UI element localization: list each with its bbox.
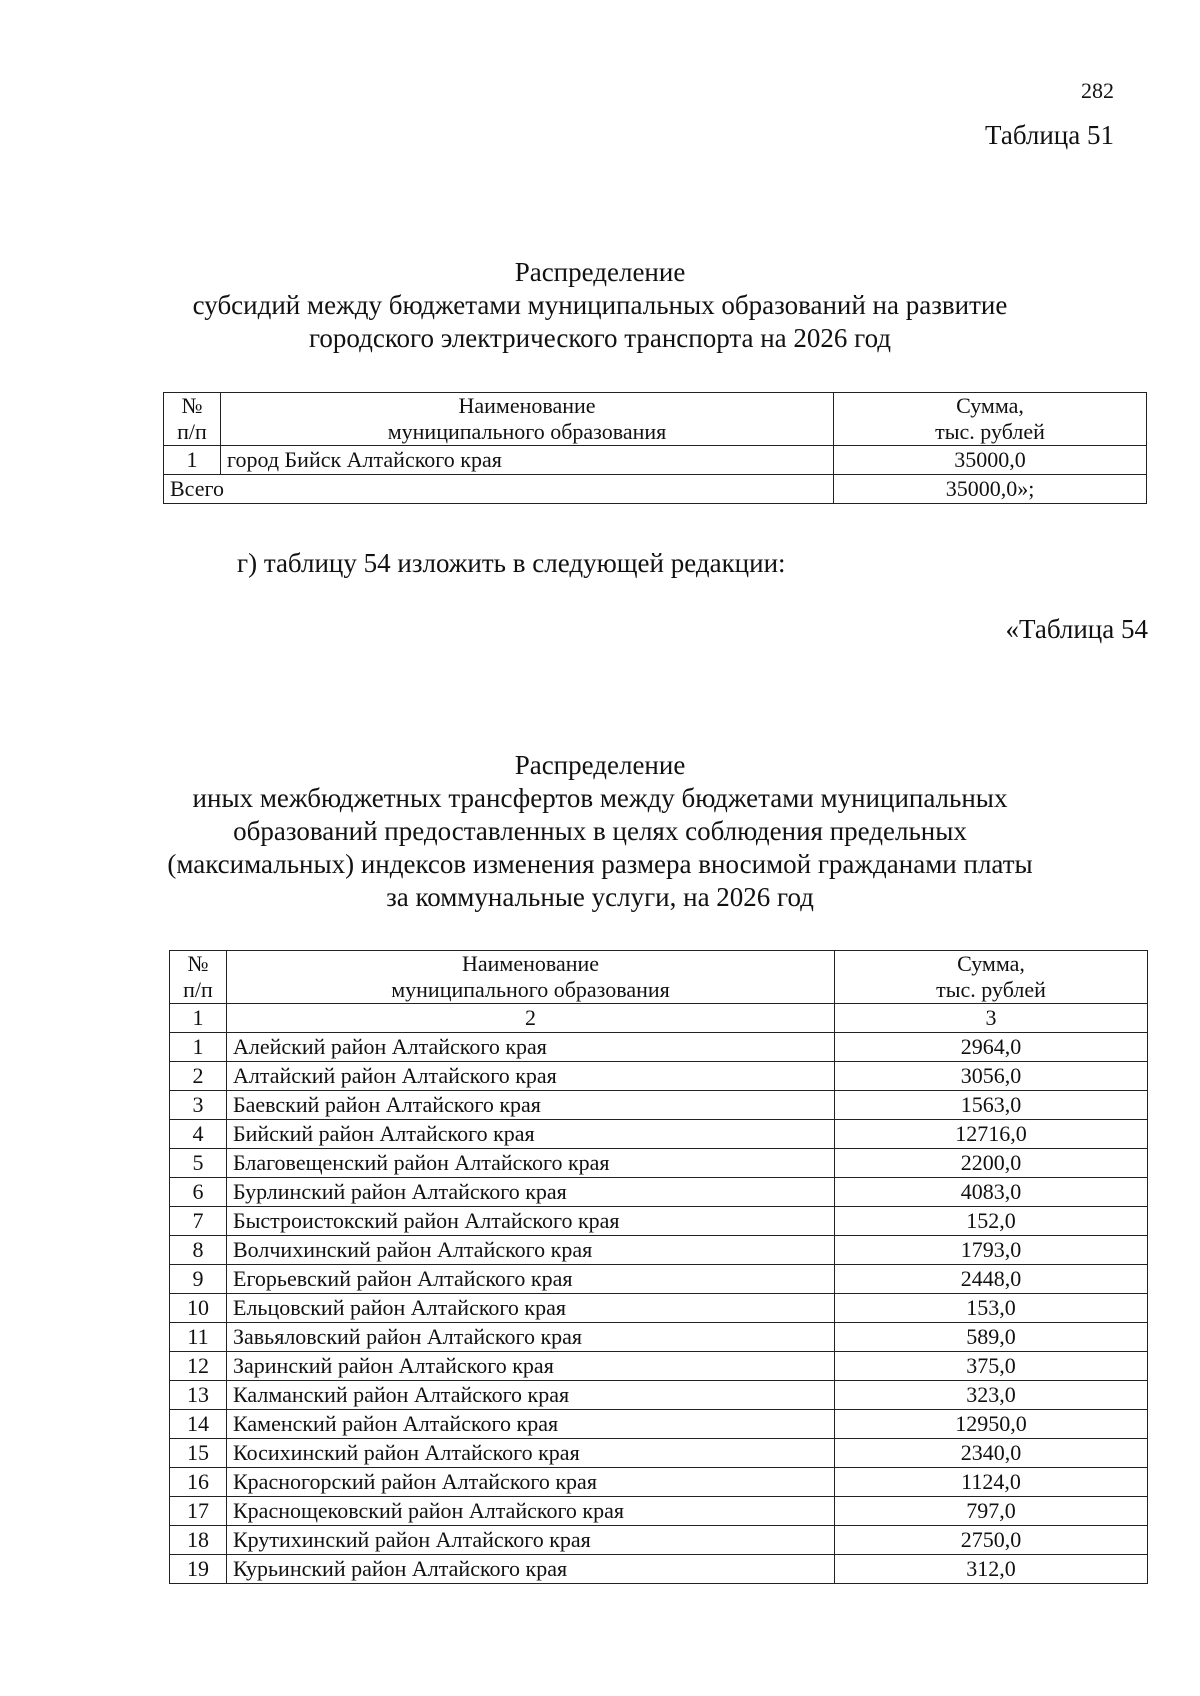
table-row — [170, 1265, 1148, 1294]
row-name: Быстроистокский район Алтайского края — [227, 1207, 835, 1236]
row-num: 6 — [170, 1178, 227, 1207]
table-header-row — [164, 393, 1147, 446]
header-sum: Сумма, тыс. рублей — [834, 393, 1147, 446]
table-51 — [163, 392, 1147, 504]
row-num: 19 — [170, 1555, 227, 1584]
row-name: Егорьевский район Алтайского края — [227, 1265, 835, 1294]
column-number: 2 — [227, 1004, 835, 1033]
row-name: Бурлинский район Алтайского края — [227, 1178, 835, 1207]
row-name: Краснощековский район Алтайского края — [227, 1497, 835, 1526]
row-sum: 2750,0 — [835, 1526, 1148, 1555]
title-line: Распределение — [514, 750, 686, 780]
table-row — [170, 1555, 1148, 1584]
table-row — [170, 1294, 1148, 1323]
row-sum: 375,0 — [835, 1352, 1148, 1381]
table-total-row — [164, 475, 1147, 504]
header-num: № п/п — [164, 393, 221, 446]
row-sum: 4083,0 — [835, 1178, 1148, 1207]
table-row — [170, 1439, 1148, 1468]
row-name: Заринский район Алтайского края — [227, 1352, 835, 1381]
row-num: 17 — [170, 1497, 227, 1526]
row-sum: 3056,0 — [835, 1062, 1148, 1091]
row-name: Курьинский район Алтайского края — [227, 1555, 835, 1584]
row-num: 12 — [170, 1352, 227, 1381]
row-num: 1 — [170, 1033, 227, 1062]
table-row — [170, 1149, 1148, 1178]
row-sum: 2340,0 — [835, 1439, 1148, 1468]
header-name: Наименование муниципального образования — [221, 393, 834, 446]
title-line: Распределение — [514, 257, 686, 287]
table-row — [170, 1497, 1148, 1526]
table-54-caption: «Таблица 54 — [1005, 614, 1148, 644]
row-sum: 12716,0 — [835, 1120, 1148, 1149]
title-line: за коммунальные услуги, на 2026 год — [386, 882, 814, 912]
page-number: 282 — [1081, 78, 1114, 103]
row-sum: 152,0 — [835, 1207, 1148, 1236]
row-name: Красногорский район Алтайского края — [227, 1468, 835, 1497]
row-sum: 2448,0 — [835, 1265, 1148, 1294]
row-num: 1 — [164, 446, 221, 475]
table-row — [170, 1062, 1148, 1091]
row-sum: 312,0 — [835, 1555, 1148, 1584]
column-number: 1 — [170, 1004, 227, 1033]
row-sum: 797,0 — [835, 1497, 1148, 1526]
row-num: 3 — [170, 1091, 227, 1120]
row-name: Косихинский район Алтайского края — [227, 1439, 835, 1468]
row-num: 7 — [170, 1207, 227, 1236]
row-sum: 589,0 — [835, 1323, 1148, 1352]
header-sum: Сумма, тыс. рублей — [835, 951, 1148, 1004]
row-num: 10 — [170, 1294, 227, 1323]
table-row — [170, 1526, 1148, 1555]
row-name: Благовещенский район Алтайского края — [227, 1149, 835, 1178]
row-num: 18 — [170, 1526, 227, 1555]
row-name: Алтайский район Алтайского края — [227, 1062, 835, 1091]
table-row — [170, 1033, 1148, 1062]
table-row — [170, 1352, 1148, 1381]
table-row — [170, 1120, 1148, 1149]
table-row — [170, 1381, 1148, 1410]
total-value: 35000,0»; — [834, 475, 1147, 504]
header-name: Наименование муниципального образования — [227, 951, 835, 1004]
title-line: иных межбюджетных трансфертов между бюджетами муниципальных — [192, 783, 1008, 813]
row-name: Волчихинский район Алтайского края — [227, 1236, 835, 1265]
row-sum: 12950,0 — [835, 1410, 1148, 1439]
table-row — [170, 1468, 1148, 1497]
table-row — [170, 1178, 1148, 1207]
row-sum: 2964,0 — [835, 1033, 1148, 1062]
table-row — [170, 1207, 1148, 1236]
title-line: городского электрического транспорта на 2026 год — [308, 323, 892, 353]
row-num: 11 — [170, 1323, 227, 1352]
row-num: 4 — [170, 1120, 227, 1149]
row-sum: 1793,0 — [835, 1236, 1148, 1265]
row-sum: 35000,0 — [834, 446, 1147, 475]
title-line: образований предоставленных в целях соблюдения предельных — [233, 816, 967, 846]
row-num: 13 — [170, 1381, 227, 1410]
table-51-caption: Таблица 51 — [985, 120, 1114, 150]
row-name: Ельцовский район Алтайского края — [227, 1294, 835, 1323]
title-line: (максимальных) индексов изменения размера вносимой гражданами платы — [167, 849, 1033, 879]
total-label: Всего — [164, 475, 834, 504]
row-name: Завьяловский район Алтайского края — [227, 1323, 835, 1352]
row-num: 5 — [170, 1149, 227, 1178]
table-row — [170, 1091, 1148, 1120]
row-name: Калманский район Алтайского края — [227, 1381, 835, 1410]
table-51-title — [0, 256, 1200, 355]
row-sum: 1124,0 — [835, 1468, 1148, 1497]
table-54-title — [0, 749, 1200, 914]
row-sum: 2200,0 — [835, 1149, 1148, 1178]
row-num: 9 — [170, 1265, 227, 1294]
row-num: 8 — [170, 1236, 227, 1265]
header-num: № п/п — [170, 951, 227, 1004]
table-row — [170, 1323, 1148, 1352]
table-54 — [169, 950, 1148, 1584]
row-name: Каменский район Алтайского края — [227, 1410, 835, 1439]
row-num: 16 — [170, 1468, 227, 1497]
column-number: 3 — [835, 1004, 1148, 1033]
table-header-row — [170, 951, 1148, 1004]
row-sum: 1563,0 — [835, 1091, 1148, 1120]
column-number-row — [170, 1004, 1148, 1033]
row-name: Крутихинский район Алтайского края — [227, 1526, 835, 1555]
table-54-body — [170, 1033, 1148, 1584]
row-num: 14 — [170, 1410, 227, 1439]
table-row — [164, 446, 1147, 475]
row-name: Алейский район Алтайского края — [227, 1033, 835, 1062]
row-num: 15 — [170, 1439, 227, 1468]
instruction-text: г) таблицу 54 изложить в следующей редакции: — [237, 548, 786, 578]
row-name: Баевский район Алтайского края — [227, 1091, 835, 1120]
table-row — [170, 1236, 1148, 1265]
row-num: 2 — [170, 1062, 227, 1091]
title-line: субсидий между бюджетами муниципальных образований на развитие — [192, 290, 1008, 320]
table-row — [170, 1410, 1148, 1439]
row-sum: 153,0 — [835, 1294, 1148, 1323]
row-name: город Бийск Алтайского края — [221, 446, 834, 475]
row-name: Бийский район Алтайского края — [227, 1120, 835, 1149]
row-sum: 323,0 — [835, 1381, 1148, 1410]
